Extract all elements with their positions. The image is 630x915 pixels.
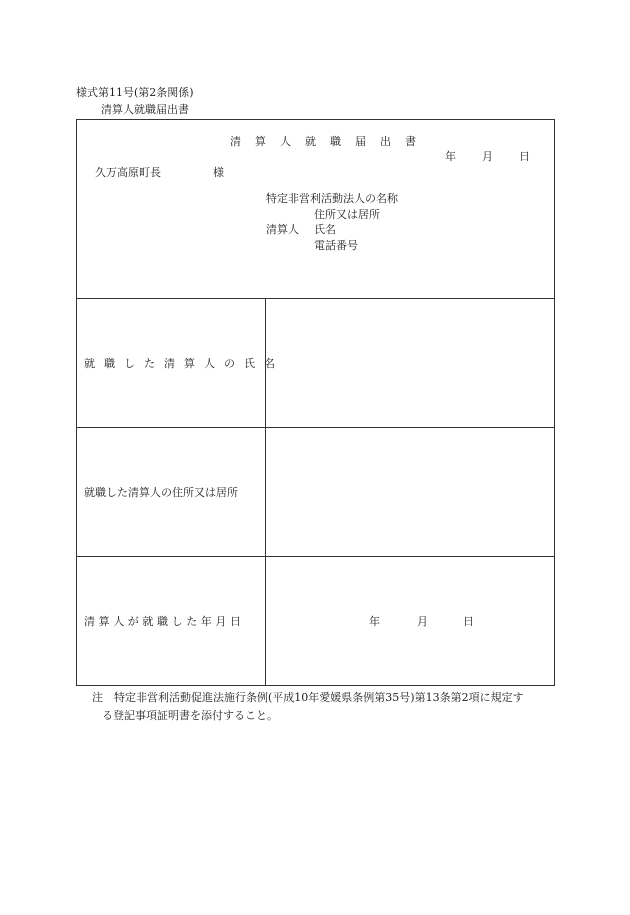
form-header-block [77,120,554,299]
liquidator-name-field[interactable] [266,299,554,427]
phone-label: 電話番号 [314,239,358,252]
appointment-date-field[interactable] [266,557,554,685]
form-subtitle: 清算人就職届出書 [101,103,189,116]
note-line-1: 注 特定非営利活動促進法施行条例(平成10年愛媛県条例第35号)第13条第2項に規定す [92,691,524,704]
date-day-label: 日 [519,150,530,163]
name-label: 氏名 [314,223,336,236]
date-month-label: 月 [482,150,493,163]
row-label: 就職した清算人の住所又は居所 [84,486,238,499]
row-label-cell [77,299,284,427]
row-label-cell [77,557,266,685]
form-table [76,119,555,686]
table-row-liquidator-name [77,299,554,428]
npo-name-label: 特定非営利活動法人の名称 [266,192,398,205]
row-label: 清算人が就職した年月日 [84,615,245,628]
row-label-cell [77,428,266,556]
form-number: 様式第11号(第2条関係) [76,86,194,99]
liquidator-label: 清算人 [266,223,299,236]
table-row-liquidator-address [77,428,554,557]
liquidator-address-field[interactable] [266,428,554,556]
appointment-month-label: 月 [417,615,428,628]
form-title: 清算人就職届出書 [230,135,430,148]
row-label: 就職した清算人の氏名 [84,357,284,370]
note-line-2: る登記事項証明書を添付すること。 [102,709,278,722]
honorific: 様 [213,166,224,179]
appointment-day-label: 日 [463,615,474,628]
table-row-appointment-date [77,557,554,685]
addressee: 久万高原町長 [95,166,161,179]
address-label: 住所又は居所 [314,208,380,221]
appointment-year-label: 年 [369,615,380,628]
date-year-label: 年 [445,150,456,163]
